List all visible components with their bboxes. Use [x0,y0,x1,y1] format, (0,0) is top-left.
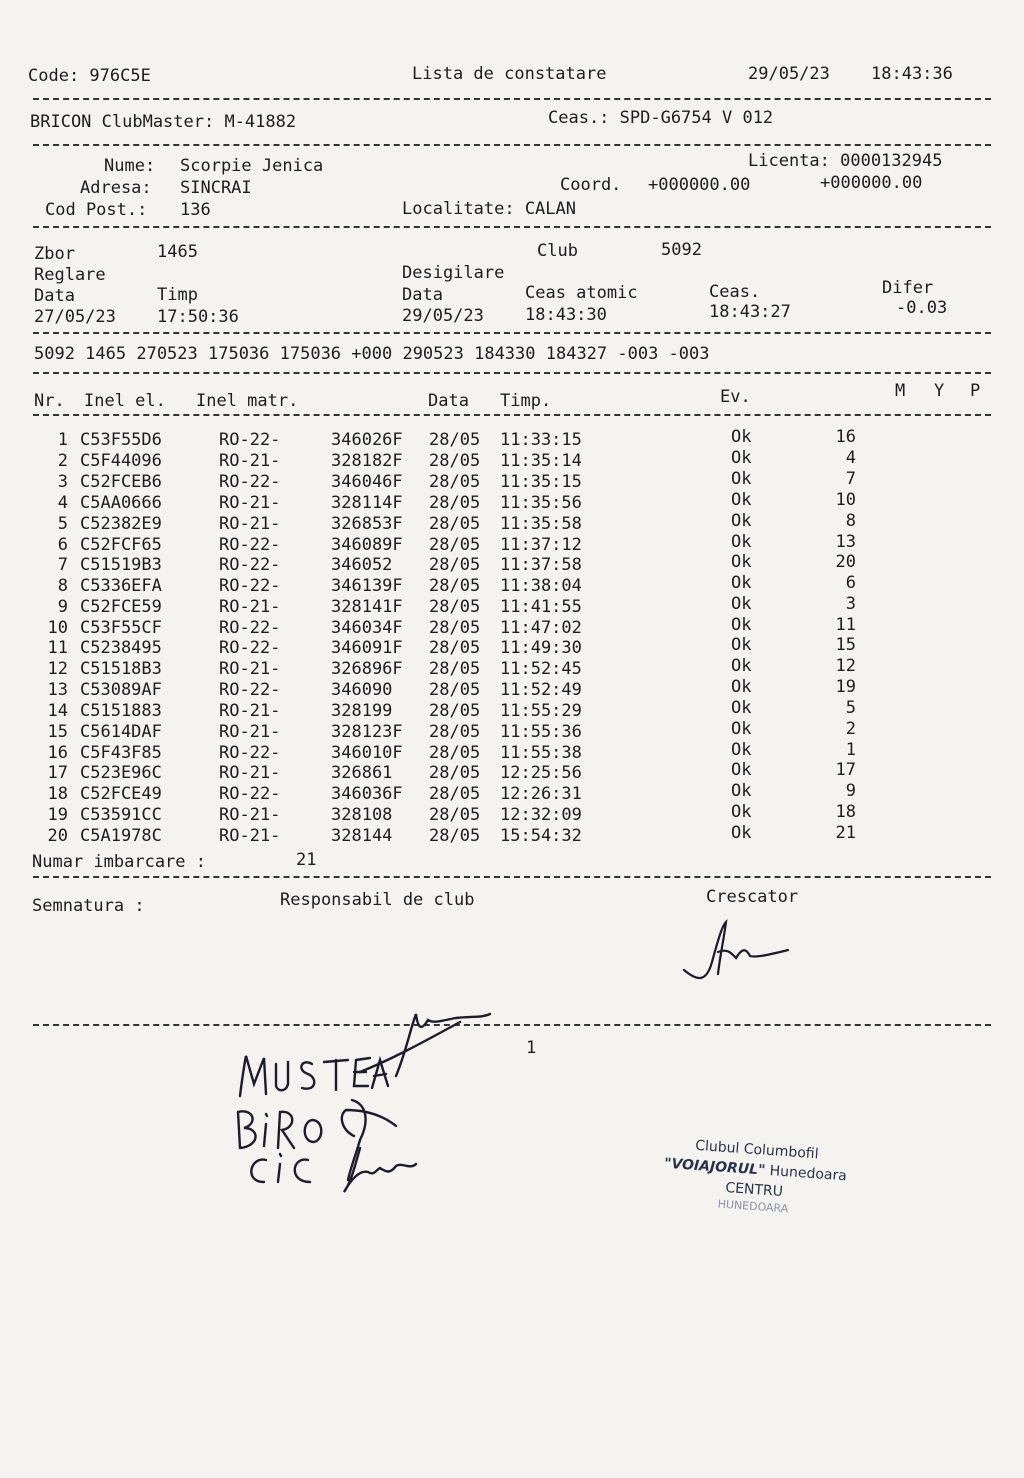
cell-position: 3 [845,594,856,615]
header-p: P [970,381,981,401]
cell-nr: 3 [57,471,68,492]
table-row [0,739,1024,764]
name-label: Nume: [104,156,156,176]
stamp-club-name: "VOIAJORUL" [663,1155,766,1179]
cell-ev: Ok [731,635,752,655]
cell-inel-el: C52FCEB6 [80,471,162,492]
cell-ro: RO-21- [219,805,281,826]
owner-postal: 136 [180,200,211,220]
header-inel-matr: Inel matr. [196,391,299,411]
divider [33,414,991,416]
cell-position: 16 [835,427,856,447]
cell-ro: RO-22- [219,555,281,576]
locality-text: Localitate: CALAN [402,199,576,219]
cell-ev: Ok [731,447,752,468]
cell-inel-matr: 346090 [331,679,393,700]
cell-ro: RO-21- [219,700,281,721]
table-row [0,615,1024,639]
table-row [0,635,1024,659]
coord-label: Coord. [560,175,622,195]
cell-ev: Ok [731,760,752,781]
stamp-line-3: CENTRU [724,1179,784,1200]
page-number: 1 [526,1038,537,1058]
table-row [0,531,1024,556]
cell-inel-matr: 328114F [331,492,403,513]
cell-nr: 18 [47,784,68,805]
cell-inel-el: C53591CC [80,805,162,826]
cell-date: 28/05 [429,742,481,763]
cell-nr: 5 [57,513,68,534]
imbarcare-label: Numar imbarcare : [32,852,206,872]
cell-date: 28/05 [429,826,481,847]
stamp-line-4: HUNEDOARA [717,1197,789,1216]
cell-nr: 2 [57,450,68,471]
cell-nr: 20 [47,826,68,847]
cell-date: 28/05 [429,492,481,513]
cell-ro: RO-21- [219,763,281,784]
cell-nr: 14 [47,700,68,721]
table-row [0,468,1024,493]
cell-ev: Ok [731,573,752,594]
zbor-value: 1465 [157,242,198,262]
cell-time: 11:35:56 [500,492,582,513]
cell-inel-el: C523E96C [80,763,162,784]
cell-inel-matr: 326853F [331,513,403,534]
cell-date: 28/05 [429,597,481,618]
cell-time: 12:25:56 [500,763,582,784]
cell-nr: 19 [47,805,68,826]
cell-date: 28/05 [429,721,481,742]
cell-nr: 10 [47,618,68,639]
data-label: Data [34,286,75,306]
table-row [0,823,1024,847]
cell-position: 7 [845,468,856,489]
owner-name: Scorpie Jenica [180,156,324,176]
cell-inel-matr: 346091F [331,638,403,658]
cell-inel-el: C5F43F85 [80,742,162,763]
coord-1: +000000.00 [648,175,751,195]
divider [33,226,991,228]
cell-date: 28/05 [429,430,481,450]
cell-position: 2 [845,718,856,739]
cell-position: 15 [835,635,856,655]
club-stamp [638,1132,873,1222]
cell-time: 11:41:55 [500,597,582,618]
cell-position: 10 [835,489,856,510]
cell-time: 15:54:32 [500,826,582,847]
cell-position: 18 [835,802,856,823]
cell-date: 28/05 [429,513,481,534]
imbarcare-value: 21 [296,850,317,870]
cell-ev: Ok [731,823,752,844]
clock-text: Ceas.: SPD-G6754 V 012 [548,108,774,128]
cell-nr: 16 [47,742,68,763]
table-row [0,676,1024,701]
cell-ro: RO-21- [219,721,281,742]
timp-label: Timp [157,285,198,305]
cell-position: 17 [835,760,856,781]
cell-time: 11:47:02 [500,618,582,639]
cell-ev: Ok [731,427,752,447]
cell-time: 11:35:58 [500,513,582,534]
atomic-label: Ceas atomic [525,283,638,303]
cell-time: 11:38:04 [500,576,582,597]
cell-date: 28/05 [429,534,481,555]
semnatura-label: Semnatura : [32,896,145,916]
cell-time: 11:37:12 [500,534,582,555]
cell-inel-matr: 346089F [331,534,403,555]
cell-inel-el: C51519B3 [80,555,162,576]
cell-nr: 4 [57,492,68,513]
cell-position: 11 [835,615,856,636]
table-row [0,447,1024,472]
address-label: Adresa: [80,178,152,198]
stamp-city: Hunedoara [769,1163,848,1185]
cell-inel-matr: 328144 [331,826,393,847]
cell-date: 28/05 [429,638,481,658]
cell-inel-matr: 328141F [331,597,403,618]
document-title: Lista de constatare [412,64,607,84]
club-value: 5092 [661,240,702,260]
club-label: Club [537,241,578,261]
cell-ro: RO-22- [219,742,281,763]
reglare-date: 27/05/23 [34,307,116,327]
ceas-label: Ceas. [709,282,761,302]
cell-nr: 13 [47,679,68,700]
cell-nr: 7 [57,555,68,576]
cell-nr: 9 [57,597,68,618]
header-time: 18:43:36 [871,64,953,84]
cell-ev: Ok [731,697,752,718]
cell-nr: 8 [57,576,68,597]
crescator-signature [676,918,806,990]
cell-time: 12:26:31 [500,784,582,805]
cell-ro: RO-21- [219,513,281,534]
cell-inel-matr: 346139F [331,576,403,597]
cell-inel-el: C5614DAF [80,721,162,742]
cell-ro: RO-22- [219,638,281,658]
reglare-label: Reglare [34,265,106,285]
cell-date: 28/05 [429,805,481,826]
cell-ev: Ok [731,531,752,552]
zbor-label: Zbor [34,244,75,264]
cell-inel-matr: 328108 [331,805,393,826]
cell-ro: RO-22- [219,534,281,555]
code-line: 5092 1465 270523 175036 175036 +000 290523 184330 184327 -003 -003 [34,344,710,364]
cell-date: 28/05 [429,784,481,805]
cell-nr: 15 [47,721,68,742]
cell-time: 11:55:36 [500,721,582,742]
cell-time: 12:32:09 [500,805,582,826]
cell-position: 9 [845,781,856,802]
header-nr: Nr. [34,391,65,411]
cell-date: 28/05 [429,658,481,679]
cell-ro: RO-21- [219,658,281,679]
cell-position: 8 [845,510,856,531]
cell-inel-el: C5151883 [80,700,162,721]
header-inel-el: Inel el. [84,391,166,411]
owner-address: SINCRAI [180,178,252,198]
cell-time: 11:55:29 [500,700,582,721]
cell-inel-el: C52FCF65 [80,534,162,555]
table-row [0,510,1024,535]
postal-label: Cod Post.: [45,200,148,220]
cell-ev: Ok [731,510,752,531]
cell-position: 21 [835,823,856,844]
cell-inel-el: C5AA0666 [80,492,162,513]
cell-date: 28/05 [429,450,481,471]
cell-inel-matr: 326896F [331,658,403,679]
header-ev: Ev. [720,387,751,407]
coord-2: +000000.00 [820,173,923,193]
atomic-time: 18:43:30 [525,305,607,325]
cell-ro: RO-22- [219,430,281,450]
cell-time: 11:33:15 [500,430,582,450]
cell-ro: RO-22- [219,784,281,805]
cell-time: 11:52:49 [500,679,582,700]
cell-ev: Ok [731,594,752,615]
divider [33,1024,991,1026]
cell-date: 28/05 [429,700,481,721]
cell-ro: RO-22- [219,679,281,700]
cell-position: 5 [845,697,856,718]
cell-nr: 1 [57,430,68,450]
cell-inel-matr: 346046F [331,471,403,492]
cell-inel-el: C52FCE59 [80,597,162,618]
cell-inel-matr: 328123F [331,721,403,742]
cell-ev: Ok [731,718,752,739]
cell-position: 12 [835,655,856,676]
cell-inel-matr: 346052 [331,555,393,576]
cell-ev: Ok [731,468,752,489]
data2-label: Data [402,285,443,305]
header-y: Y [934,381,945,401]
cell-ev: Ok [731,802,752,823]
code-text: Code: 976C5E [28,66,151,86]
table-row [0,594,1024,618]
divider [33,876,991,878]
table-row [0,427,1024,451]
cell-date: 28/05 [429,679,481,700]
cell-inel-el: C53F55CF [80,618,162,639]
table-row [0,655,1024,680]
cell-inel-el: C53F55D6 [80,430,162,450]
difer-label: Difer [882,278,934,298]
reglare-time: 17:50:36 [157,307,239,327]
cell-ro: RO-22- [219,471,281,492]
cell-position: 19 [835,676,856,697]
cell-ev: Ok [731,552,752,573]
cell-inel-matr: 346026F [331,430,403,450]
cell-inel-el: C5238495 [80,638,162,658]
cell-ev: Ok [731,655,752,676]
cell-nr: 11 [47,638,68,658]
cell-position: 20 [835,552,856,573]
clock-time: 18:43:27 [709,302,791,322]
cell-nr: 17 [47,763,68,784]
cell-inel-matr: 326861 [331,763,393,784]
cell-position: 6 [845,573,856,594]
cell-inel-el: C5336EFA [80,576,162,597]
cell-date: 28/05 [429,618,481,639]
cell-ev: Ok [731,739,752,760]
table-row [0,552,1024,576]
table-row [0,760,1024,784]
cell-ro: RO-22- [219,618,281,639]
cell-time: 11:35:15 [500,471,582,492]
desigilare-date: 29/05/23 [402,306,484,326]
header-data: Data [428,391,469,411]
table-row [0,718,1024,743]
cell-inel-matr: 346010F [331,742,403,763]
cell-ev: Ok [731,615,752,636]
cell-inel-matr: 346034F [331,618,403,639]
divider [33,98,991,100]
divider [33,332,991,334]
header-timp: Timp. [500,391,552,411]
licence-text: Licenta: 0000132945 [748,151,943,171]
desigilare-label: Desigilare [402,263,505,283]
cell-ro: RO-21- [219,492,281,513]
cell-ev: Ok [731,489,752,510]
cell-ro: RO-21- [219,597,281,618]
table-row [0,781,1024,805]
table-row [0,697,1024,722]
difer-value: -0.03 [896,298,948,318]
cell-nr: 12 [47,658,68,679]
cell-ro: RO-21- [219,450,281,471]
cell-time: 11:35:14 [500,450,582,471]
cell-ro: RO-22- [219,576,281,597]
cell-nr: 6 [57,534,68,555]
table-row [0,489,1024,514]
cell-time: 11:52:45 [500,658,582,679]
cell-inel-matr: 328199 [331,700,393,721]
header-date: 29/05/23 [748,64,830,84]
cell-position: 4 [845,447,856,468]
handwritten-signatures [220,1000,510,1210]
cell-time: 11:55:38 [500,742,582,763]
cell-inel-matr: 328182F [331,450,403,471]
cell-date: 28/05 [429,763,481,784]
cell-inel-matr: 346036F [331,784,403,805]
cell-ev: Ok [731,676,752,697]
cell-position: 1 [845,739,856,760]
table-row [0,573,1024,597]
crescator-label: Crescator [706,887,799,907]
divider [33,372,991,374]
cell-date: 28/05 [429,471,481,492]
header-m: M [895,381,906,401]
cell-inel-el: C52FCE49 [80,784,162,805]
cell-inel-el: C52382E9 [80,513,162,534]
cell-inel-el: C5F44096 [80,450,162,471]
cell-inel-el: C51518B3 [80,658,162,679]
cell-inel-el: C53089AF [80,679,162,700]
responsabil-label: Responsabil de club [280,890,475,910]
cell-inel-el: C5A1978C [80,826,162,847]
stamp-line-1: Clubul Columbofil [694,1137,820,1163]
table-row [0,802,1024,826]
cell-ev: Ok [731,781,752,802]
cell-ro: RO-21- [219,826,281,847]
cell-date: 28/05 [429,555,481,576]
cell-position: 13 [835,531,856,552]
cell-time: 11:49:30 [500,638,582,658]
cell-time: 11:37:58 [500,555,582,576]
device-text: BRICON ClubMaster: M-41882 [30,112,297,132]
divider [33,144,991,146]
cell-date: 28/05 [429,576,481,597]
